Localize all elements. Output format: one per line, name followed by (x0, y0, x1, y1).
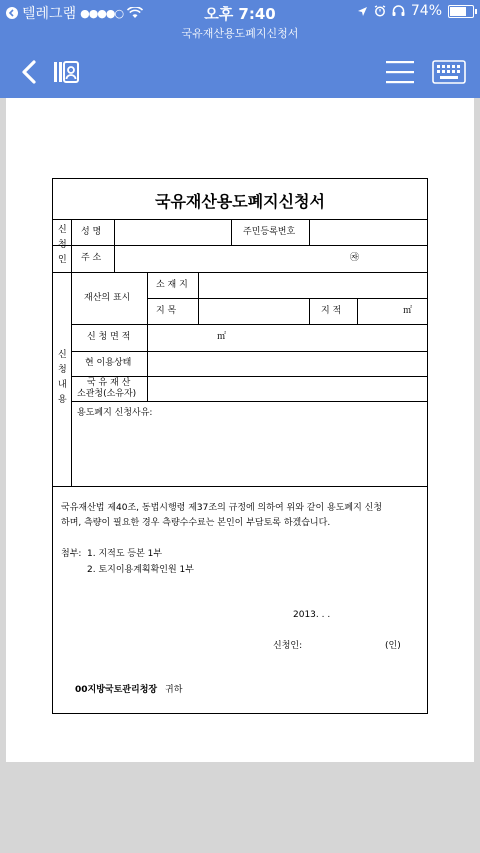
phone-mark: ㉶ (350, 253, 360, 263)
row-divider (53, 245, 427, 246)
seal-mark: (인) (385, 641, 401, 651)
property-label: 재산의 표시 (84, 293, 131, 303)
current-use-label: 현 이용상태 (85, 358, 132, 368)
row-divider (53, 486, 427, 487)
col-divider (147, 272, 148, 401)
form-title: 국유재산용도폐지신청서 (154, 192, 326, 211)
applicant-label-1: 신 (58, 225, 67, 235)
alarm-icon (374, 5, 386, 17)
recipient-suffix: 귀하 (165, 685, 183, 695)
menu-icon[interactable] (384, 58, 416, 86)
location-arrow-icon (357, 6, 368, 17)
recipient: 00지방국토관리청장 (75, 685, 158, 695)
content-label-4: 용 (58, 395, 67, 405)
document-page[interactable] (6, 98, 474, 762)
keyboard-icon[interactable] (432, 60, 466, 84)
signal-icon: ●●●●○ (80, 6, 124, 20)
date-line: 2013. . . (293, 610, 331, 620)
row-divider (53, 219, 427, 220)
applicant-label-3: 인 (58, 255, 67, 265)
col-divider (71, 219, 72, 486)
battery-percent: 74% (410, 3, 442, 19)
col-divider (231, 219, 232, 245)
document-title: 국유재산용도폐지신청서 (0, 24, 480, 46)
col-divider (309, 298, 310, 324)
statement-text (61, 501, 425, 531)
owner-label-2: 소관청(소유자) (77, 389, 137, 399)
col-divider (198, 272, 199, 324)
reason-label: 용도폐지 신청사유: (77, 408, 153, 418)
attachment-1: 1. 지적도 등본 1부 (87, 549, 163, 559)
row-divider (71, 324, 427, 325)
chevron-left-icon[interactable] (16, 58, 44, 86)
statement-line-1: 국유재산법 제40조, 동법시행령 제37조의 규정에 의하여 위와 같이 용도폐지 신청 (61, 503, 383, 513)
back-to-app-label[interactable]: 텔레그램 (22, 6, 77, 22)
row-divider (147, 298, 427, 299)
land-area-label: 지 적 (321, 306, 342, 316)
land-area-unit: ㎡ (403, 306, 413, 316)
clock: 오후 7:40 (204, 5, 276, 23)
content-label-3: 내 (58, 380, 67, 390)
application-form (52, 178, 428, 714)
headphones-icon (392, 5, 405, 17)
area-label: 신 청 면 적 (87, 332, 131, 342)
row-divider (53, 272, 427, 273)
attachment-label: 첨부: (61, 549, 82, 559)
address-label: 주 소 (81, 253, 102, 263)
applicant-sign-label: 신청인: (273, 641, 303, 651)
content-label-1: 신 (58, 350, 67, 360)
col-divider (357, 298, 358, 324)
rrn-label: 주민등록번호 (243, 227, 296, 237)
content-label-2: 청 (58, 365, 67, 375)
status-bar (0, 0, 480, 24)
battery-icon (448, 5, 474, 18)
attachment-2: 2. 토지이용계획확인원 1부 (87, 565, 194, 575)
book-icon[interactable] (52, 58, 80, 86)
area-unit: ㎡ (217, 332, 227, 342)
land-category-label: 지 목 (156, 306, 177, 316)
applicant-label-2: 청 (58, 240, 67, 250)
row-divider (71, 351, 427, 352)
col-divider (114, 219, 115, 272)
row-divider (71, 401, 427, 402)
name-label: 성 명 (81, 227, 102, 237)
statement-line-2: 하며, 측량이 필요한 경우 측량수수료는 본인이 부담토록 하겠습니다. (61, 518, 331, 528)
toolbar (0, 46, 480, 98)
owner-label-1: 국 유 재 산 (87, 378, 131, 388)
col-divider (309, 219, 310, 245)
location-label: 소 재 지 (156, 280, 188, 290)
row-divider (71, 376, 427, 377)
